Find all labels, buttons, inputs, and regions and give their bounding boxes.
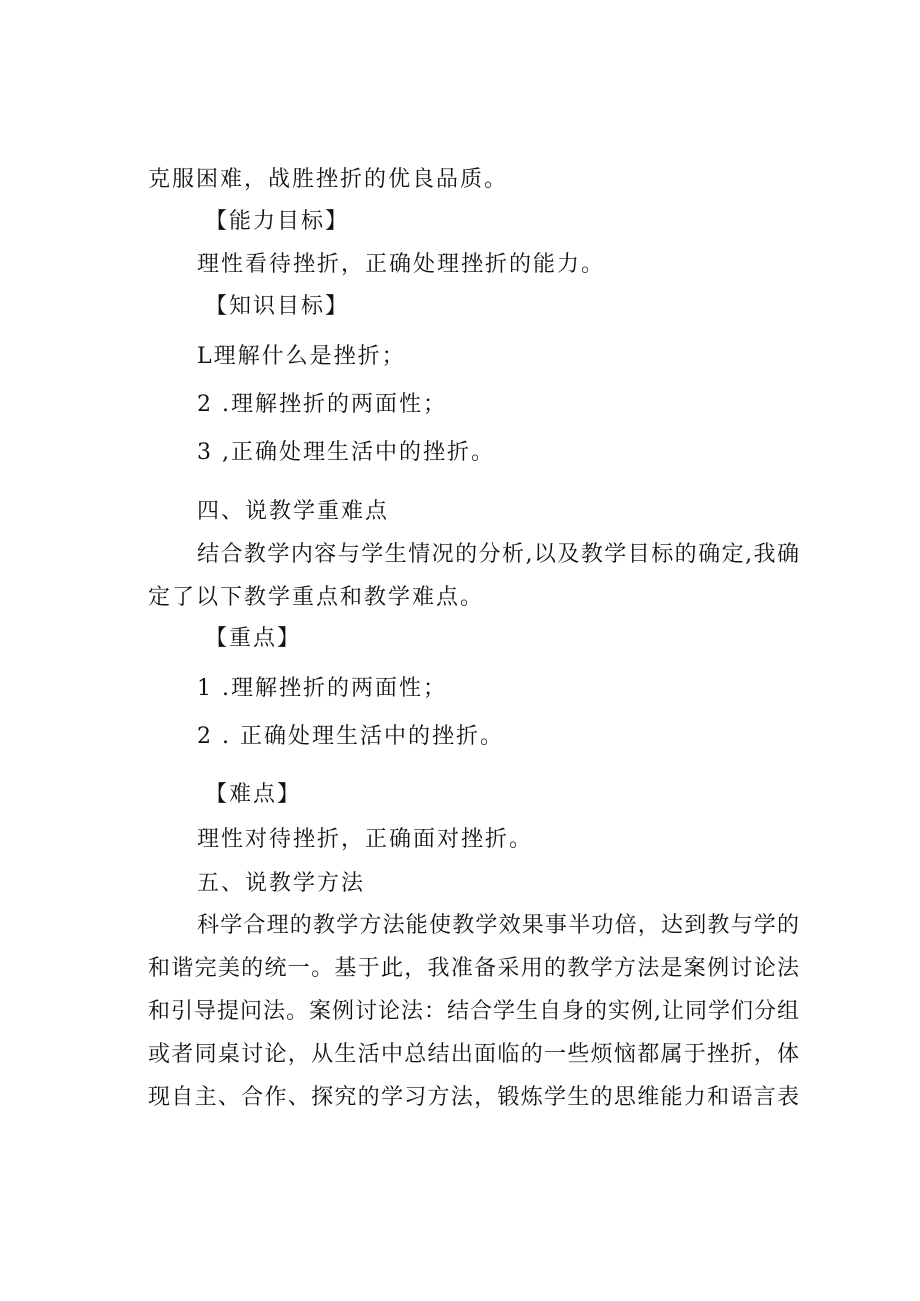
section-heading: 五、说教学方法 [197,871,366,896]
list-item: 1 .理解挫折的两面性； [197,676,447,701]
text-line: 克服困难，战胜挫折的优良品质。 [148,167,509,192]
paragraph-line: 或者同桌讨论，从生活中总结出面临的一些烦恼都属于挫折，体 [148,1042,800,1067]
text-line: 理性看待挫折，正确处理挫折的能力。 [197,252,606,277]
section-heading-key-points: 【重点】 [205,626,302,651]
list-item: 3 ,正确处理生活中的挫折。 [197,440,495,465]
list-item: L理解什么是挫折； [197,344,406,369]
list-item: 2 .理解挫折的两面性； [197,392,447,417]
paragraph-line: 和引导提问法。案例讨论法：结合学生自身的实例,让同学们分组 [148,999,800,1024]
section-heading-difficulties: 【难点】 [205,782,302,807]
paragraph-line: 和谐完美的统一。基于此，我准备采用的教学方法是案例讨论法 [148,956,800,981]
paragraph-line: 现自主、合作、探究的学习方法，锻炼学生的思维能力和语言表 [148,1085,800,1110]
paragraph-line: 科学合理的教学方法能使教学效果事半功倍，达到教与学的 [197,913,800,938]
paragraph-line: 定了以下教学重点和教学难点。 [148,585,485,610]
list-item: 2 . 正确处理生活中的挫折。 [197,724,504,749]
section-heading-ability-goal: 【能力目标】 [205,209,350,234]
section-heading: 四、说教学重难点 [197,499,390,524]
paragraph-line: 结合教学内容与学生情况的分析,以及教学目标的确定,我确 [197,542,800,567]
text-line: 理性对待挫折，正确面对挫折。 [197,827,534,852]
section-heading-knowledge-goal: 【知识目标】 [205,294,350,319]
